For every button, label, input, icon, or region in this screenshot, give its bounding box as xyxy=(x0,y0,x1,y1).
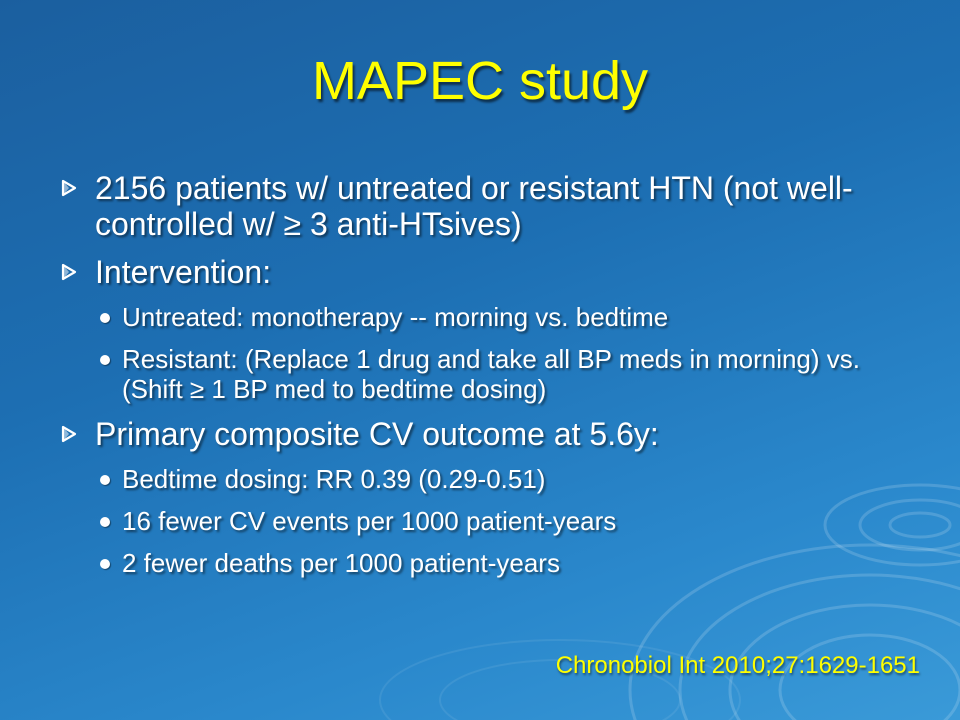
sub-bullet-deaths xyxy=(60,548,920,578)
dot-icon xyxy=(100,355,110,365)
dot-icon xyxy=(100,475,110,485)
bullet-text: Primary composite CV outcome at 5.6y: xyxy=(95,416,659,452)
bullet-patients xyxy=(60,170,920,242)
bullet-intervention xyxy=(60,254,920,290)
citation: Chronobiol Int 2010;27:1629-1651 xyxy=(555,652,920,679)
sub-bullet-text: 16 fewer CV events per 1000 patient-years xyxy=(122,506,617,536)
sub-bullet-cv-events xyxy=(60,506,920,536)
bullet-list xyxy=(60,170,920,590)
sub-bullet-resistant xyxy=(60,344,920,404)
arrow-right-icon xyxy=(60,418,78,450)
arrow-right-icon xyxy=(60,256,78,288)
dot-icon xyxy=(100,559,110,569)
sub-bullet-text: Resistant: (Replace 1 drug and take all BP meds in morning) vs. (Shift ≥ 1 BP med to bedtime dosing) xyxy=(122,344,860,404)
bullet-text: Intervention: xyxy=(95,254,272,290)
sub-bullet-text: Untreated: monotherapy -- morning vs. bedtime xyxy=(122,302,669,332)
slide-title: MAPEC study xyxy=(311,51,649,111)
sub-bullet-rr xyxy=(60,464,920,494)
dot-icon xyxy=(100,313,110,323)
bullet-text: 2156 patients w/ untreated or resistant HTN (not well-controlled w/ ≥ 3 anti-HTsives) xyxy=(95,170,853,242)
dot-icon xyxy=(100,517,110,527)
arrow-right-icon xyxy=(60,172,78,204)
sub-bullet-untreated xyxy=(60,302,920,332)
sub-bullet-text: 2 fewer deaths per 1000 patient-years xyxy=(122,548,560,578)
bullet-outcome xyxy=(60,416,920,452)
sub-bullet-text: Bedtime dosing: RR 0.39 (0.29-0.51) xyxy=(122,464,546,494)
